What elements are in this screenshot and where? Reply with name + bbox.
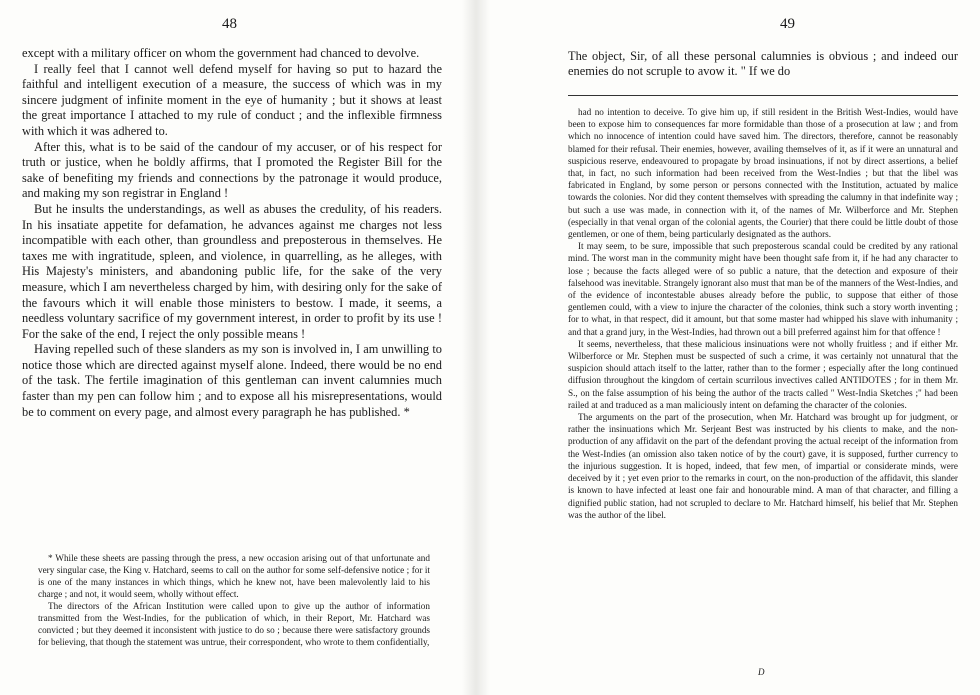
footnote-paragraph: It may seem, to be sure, impossible that such preposterous scandal could be credited by any rational mind. The worst man in the community might have been thought safe from it, if he had any character to lose ; because the facts alleged were of so public a nature, that the detection and exposure of their falsehood was inevitable. Strangely ignorant also must that man be of the manners of the West-Indies, and of the evidence of incontestable abuses already before the public, to suppose that either of those gentlemen could, with a view to injure the character of the colonies, think such a story worth inventing ; for to what, in that respect, did it amount, but that some master had whipped his slave with inhumanity ; and that a grand jury, in the West-Indies, had thrown out a bill preferred against him for that offence ! bbox=[568, 241, 958, 337]
paragraph: But he insults the understandings, as well as abuses the credulity, of his readers. In his insatiate appetite for defamation, he advances against me charges not less incompatible with each other, than groundless and preposterous in themselves. He taxes me with ingratitude, spleen, and violence, in quarrelling, as he alleges, with His Majesty's ministers, and abandoning public life, for the sake of the very measure, which I am nevertheless charged by him, with desiring only for the sake of the favours which it will enable those ministers to bestow. I made, it seems, a needless voluntary sacrifice of my government interest, in order to profit by its use ! For the sake of the end, I reject the only possible means ! bbox=[22, 201, 442, 341]
page-number-left: 48 bbox=[222, 16, 237, 32]
paragraph: I really feel that I cannot well defend myself for having so put to hazard the faithful and intelligent execution of a measure, the success of which was in my sincere judgment of infinite moment in the eye of humanity ; but it shows at least the great importance I attached to my rule of conduct ; and the inflexible firmness with which it was adhered to. bbox=[22, 61, 442, 138]
left-footnote bbox=[38, 552, 430, 648]
footnote-paragraph: had no intention to deceive. To give him up, if still resident in the British West-Indies, would have been to expose him to consequences far more formidable than those of a prosecution at law ; and from which no innocence of intention could have saved him. The directors, therefore, cannot be reasonably blamed for their refusal. Their enemies, however, availing themselves of it, as if it were an unnatural and suspicious reserve, endeavoured to propagate by broad insinuations, if not by direct assertions, a belief that, in fact, no such information had been received from the West-Indies ; but that the libel was fabricated in England, by some person or persons connected with the Institution, actuated by malice towards the colonies. Nor did they content themselves with spreading the calumny in that indefinite way ; but such a use was made, in connection with it, of the names of Mr. Wilberforce and Mr. Stephen (especially in that venal organ of the colonial agents, the Courier) that there could be little doubt of those gentlemen, or one of them, being particularly designated as the authors. bbox=[568, 107, 958, 240]
footnote-paragraph: It seems, nevertheless, that these malicious insinuations were not wholly fruitless ; and if either Mr. Wilberforce or Mr. Stephen must be suspected of such a crime, it was certainly not unnatural that the suspicion should attach itself to the latter, rather than to the former ; especially after the long continued diffusion throughout the kingdom of certain scurrilous invectives called ANTIDOTES ; for in them Mr. S., on the false assumption of his being the author of the tracts called " West-India Sketches ;" had been railed at and traduced as a man maliciously intent on defaming the character of the colonies. bbox=[568, 338, 958, 410]
footnote-paragraph: The arguments on the part of the prosecution, when Mr. Hatchard was brought up for judgment, or rather the insinuations which Mr. Serjeant Best was instructed by his clients to make, and the non-production of any affidavit on the part of the defendant proving the actual receipt of the information from the West-Indies (an omission also taken notice of by the court) gave, it is supposed, further currency to the injurious suggestion. It is hoped, indeed, that few men, of impartial or considerate minds, were deceived by it ; yet even prior to the remarks in court, on the non-production of the affidavit, this slander is known to have infected at least one fair and honourable mind. A man of that character, and filling a dignified public station, had not scrupled to declare to Mr. Hatchard himself, his belief that Mr. Stephen was the author of the libel. bbox=[568, 412, 958, 520]
paragraph: After this, what is to be said of the candour of my accuser, or of his respect for truth or justice, when he boldly affirms, that I promoted the Register Bill for the sake of benefiting my friends and connections by the patronage it would produce, and making my son registrar in England ! bbox=[22, 139, 442, 201]
left-page bbox=[0, 0, 462, 695]
continued-body-text: The object, Sir, of all these personal calumnies is obvious ; and indeed our enemies do not scruple to avow it. " If we do bbox=[568, 49, 958, 78]
page-number-right: 49 bbox=[780, 16, 795, 32]
signature-mark: D bbox=[758, 667, 765, 677]
right-page bbox=[490, 0, 980, 695]
footnote-paragraph: The directors of the African Institution were called upon to give up the author of information transmitted from the West-Indies, for the publication of which, in their Report, Mr. Hatchard was convicted ; but they deemed it inconsistent with justice to do so ; because there were satisfactory grounds for believing, that though the statement was untrue, their correspondent, who wrote to them confidentially, bbox=[38, 601, 430, 647]
left-body-text bbox=[22, 46, 442, 420]
footnote-rule bbox=[568, 95, 958, 96]
paragraph: Having repelled such of these slanders as my son is involved in, I am unwilling to notice those which are directed against myself alone. Indeed, there would be no end of the task. The fertile imagination of this gentleman can invent calumnies much faster than my pen can follow him ; and to expose all his misrepresentations, would be to comment on every page, and almost every paragraph he has published. * bbox=[22, 342, 442, 419]
paragraph: except with a military officer on whom the government had chanced to devolve. bbox=[22, 46, 420, 60]
footnote-paragraph: * While these sheets are passing through the press, a new occasion arising out of that unfortunate and very singular case, the King v. Hatchard, seems to call on the author for some self-defensive notice ; for it is one of the many instances in which things, which he knew not, have been malevolently laid to his charge ; and not, it would seem, wholly without effect. bbox=[38, 553, 430, 599]
right-footnote bbox=[568, 106, 958, 521]
book-gutter bbox=[462, 0, 490, 695]
